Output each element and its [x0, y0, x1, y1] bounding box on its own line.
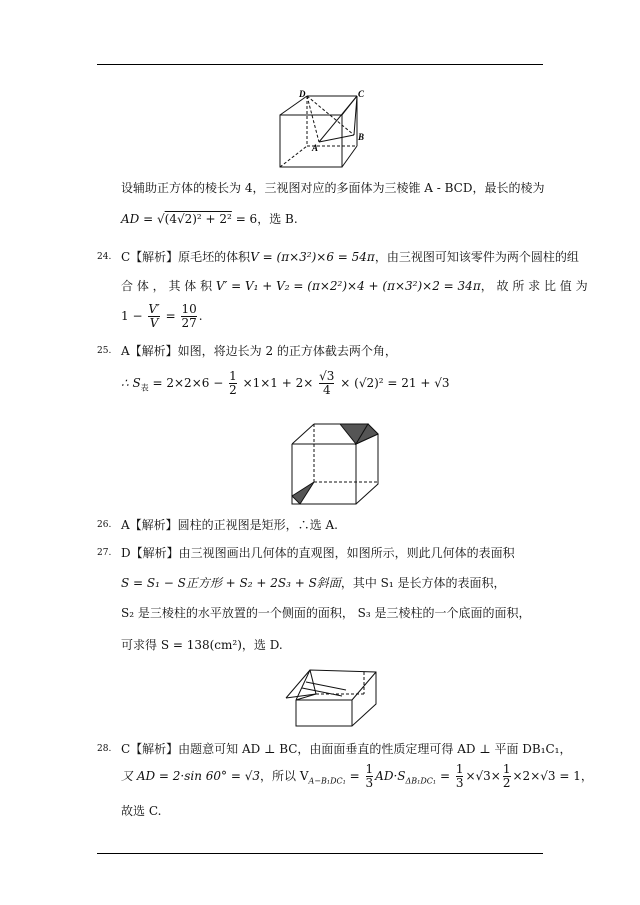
vertex-label-c: C	[358, 89, 365, 99]
p28-line2: 又 AD = 2·sin 60° = √3，所以 $V_{A-B_1DC_1}$ = $\frac{1}{3}$ $AD\cdot S_{\Delta B_1DC_1}$ = $\frac{1}{3}$ ×√3× $\frac{1}{2}$ ×2×√3 = 1，	[121, 762, 593, 790]
p24-line2: 合 体 ， 其 体 积 V′ = V₁ + V₂ = (π×2²)×4 + (π×3²)×2 = 34π， 故 所 求 比 值 为	[121, 279, 588, 293]
p24-line1: C【解析】原毛坯的体积V = (π×3²)×6 = 54π，由三视图可知该零件为两个圆柱的组	[121, 250, 579, 264]
figure-cut-cube	[288, 420, 384, 508]
figure-box-prism	[282, 660, 382, 732]
figure-cube-tetrahedron	[272, 88, 372, 170]
p27-line1: D【解析】由三视图画出几何体的直观图，如图所示，则此几何体的表面积	[121, 546, 515, 560]
p24-line3: 1 − $\frac{V'}{V}$ = $\frac{10}{27}$ .	[121, 302, 203, 330]
p25-line1: A【解析】如图，将边长为 2 的正方体截去两个角，	[121, 344, 397, 358]
item-number: 28.	[97, 744, 112, 754]
p27-line3: S₂ 是三棱柱的水平放置的一个侧面的面积， S₃ 是三棱柱的一个底面的面积，	[121, 606, 531, 620]
p27-line2: S = S₁ − S正方形 + S₂ + 2S₃ + S斜面，其中 S₁ 是长方体的表面积，	[121, 576, 506, 590]
item-number: 27.	[97, 548, 112, 558]
vertex-label-b: B	[358, 132, 365, 142]
vertex-label-d: D	[299, 89, 306, 99]
p26-line1: A【解析】圆柱的正视图是矩形，∴选 A.	[121, 518, 338, 532]
p23-formula: AD = √(4√2)² + 2² = 6，选 B.	[121, 212, 298, 226]
p23-line1: 设辅助正方体的棱长为 4，三视图对应的多面体为三棱锥 A - BCD，最长的棱为	[121, 181, 545, 195]
p28-line1: C【解析】由题意可知 AD ⊥ BC，由面面垂直的性质定理可得 AD ⊥ 平面 DB₁C₁，	[121, 742, 572, 756]
footer-rule	[97, 853, 543, 854]
p28-line3: 故选 C.	[121, 804, 162, 818]
vertex-label-a: A	[312, 143, 319, 153]
item-number: 24.	[97, 252, 112, 262]
item-number: 25.	[97, 346, 112, 356]
item-number: 26.	[97, 520, 112, 530]
header-rule	[97, 64, 543, 65]
p25-formula: ∴ $S_表 = 2\times 2\times 6$ − $\frac{1}{2}$ ×1×1 + 2× $\frac{√3}{4}$ × (√2)² = 21 + √3	[121, 369, 450, 397]
p27-line4: 可求得 S = 138(cm²)，选 D.	[121, 638, 283, 652]
